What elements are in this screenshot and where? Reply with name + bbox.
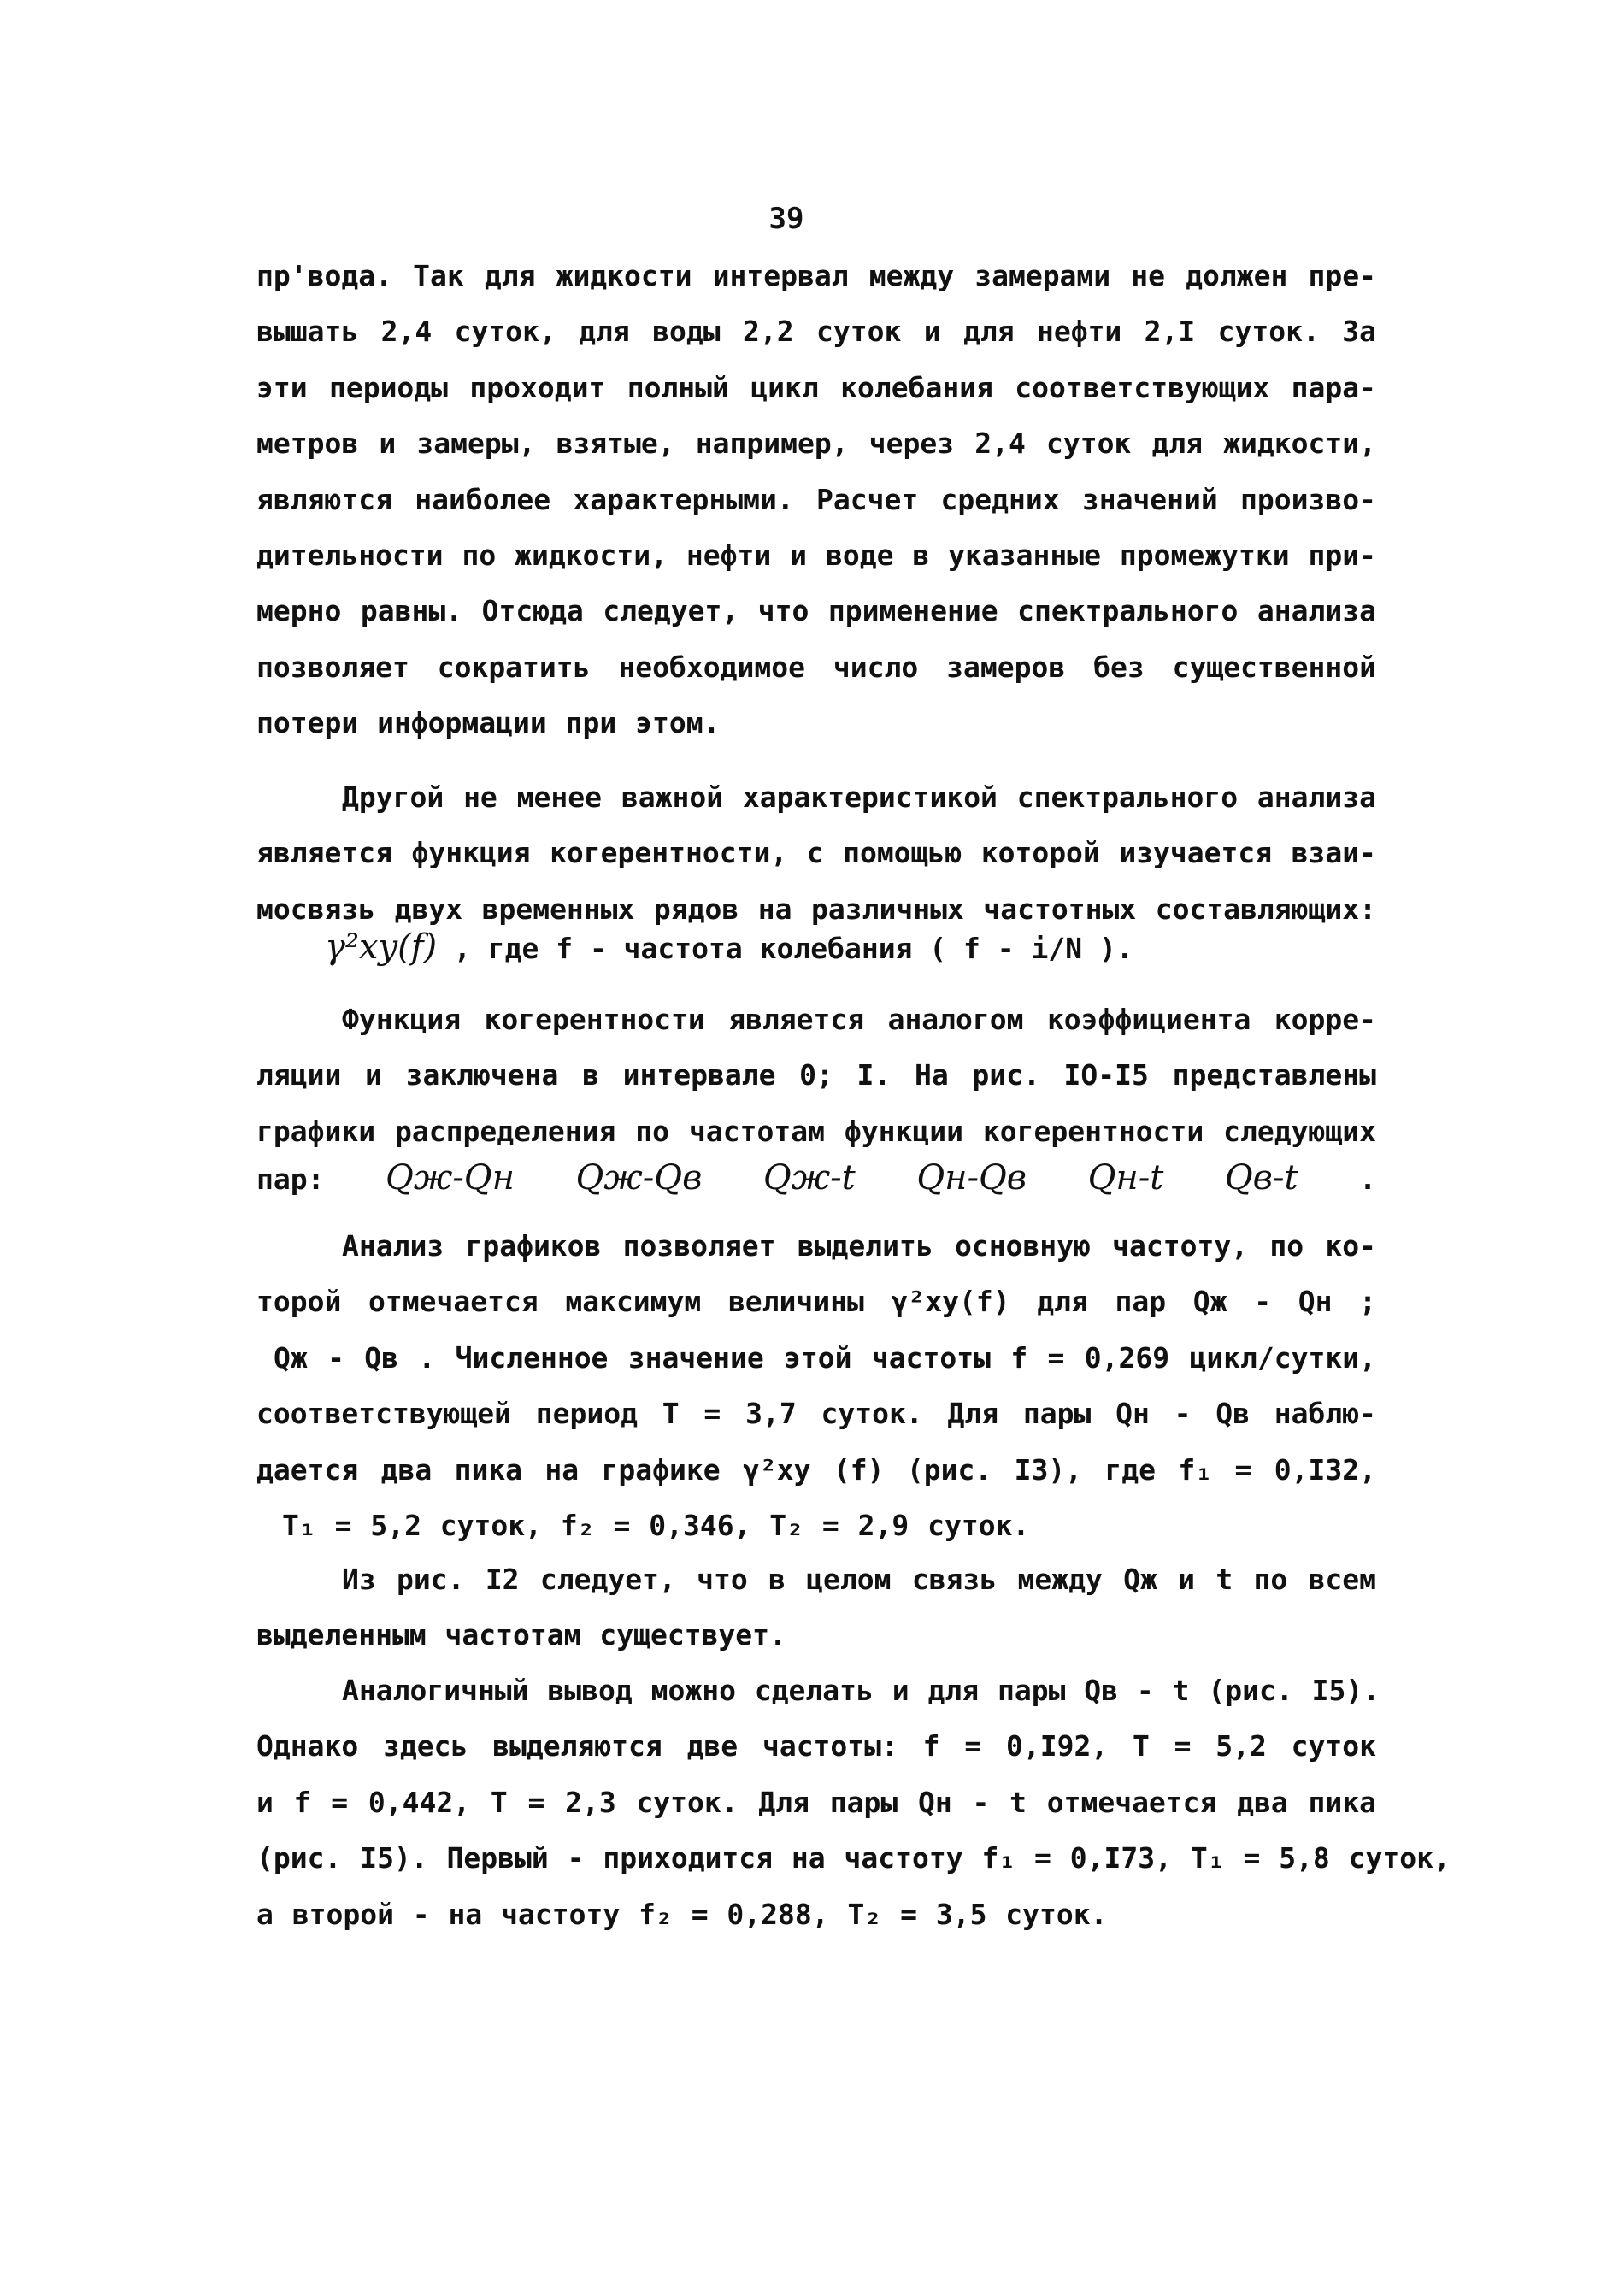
paragraph-line: Однако здесь выделяются две частоты: f = 0,I92, T = 5,2 суток	[256, 1729, 1376, 1763]
paragraph-line: соответствующей период T = 3,7 суток. Для пары Qн - Qв наблю-	[256, 1397, 1376, 1431]
pair-formula: Qж-Qв	[575, 1158, 703, 1198]
paragraph-line: эти периоды проходит полный цикл колебания соответствующих пара-	[256, 370, 1376, 404]
paragraph-line: метров и замеры, взятые, например, через 2,4 суток для жидкости,	[256, 427, 1376, 461]
paragraph-line: Из рис. I2 следует, что в целом связь между Qж и t по всем	[342, 1563, 1376, 1596]
paragraph-line: выделенным частотам существует.	[256, 1618, 786, 1652]
paragraph-line: а второй - на частоту f₂ = 0,288, T₂ = 3,5 суток.	[256, 1897, 1108, 1931]
paragraph-line: Анализ графиков позволяет выделить основную частоту, по ко-	[342, 1229, 1376, 1263]
pairs-end: .	[1359, 1163, 1376, 1196]
paragraph-line: (рис. I5). Первый - приходится на частоту f₁ = 0,I73, T₁ = 5,8 суток,	[256, 1841, 1451, 1875]
paragraph-line: Qж - Qв . Численное значение этой частоты f = 0,269 цикл/сутки,	[274, 1340, 1376, 1375]
paragraph-6	[256, 1663, 1451, 1942]
paragraph-line: ляции и заключена в интервале 0; I. На рис. IO-I5 представлены	[256, 1058, 1376, 1092]
paragraph-line: T₁ = 5,2 суток, f₂ = 0,346, T₂ = 2,9 суток.	[282, 1509, 1030, 1543]
paragraph-line: позволяет сократить необходимое число замеров без существенной	[256, 650, 1376, 684]
paragraph-line: Аналогичный вывод можно сделать и для пары Qв - t (рис. I5).	[342, 1674, 1380, 1707]
paragraph-line: графики распределения по частотам функции когерентности следующих	[256, 1114, 1376, 1148]
pair-formula: Qн-t	[1087, 1158, 1164, 1198]
paragraph-line: потери информации при этом.	[256, 706, 721, 740]
paragraph-1	[256, 248, 1376, 751]
paragraph-line: вышать 2,4 суток, для воды 2,2 суток и для нефти 2,I суток. За	[256, 315, 1376, 349]
pair-formula: Qв-t	[1224, 1158, 1298, 1198]
pairs-line	[256, 1158, 1376, 1198]
coherence-function-symbol: γ²xy(f)	[325, 927, 438, 967]
paragraph-line: и f = 0,442, T = 2,3 суток. Для пары Qн - t отмечается два пика	[256, 1785, 1376, 1819]
formula-description: , где f - частота колебания ( f - i/N ).	[454, 932, 1133, 965]
paragraph-4	[256, 1218, 1376, 1553]
paragraph-line: Другой не менее важной характеристикой спектрального анализа	[342, 780, 1376, 814]
paragraph-line: пр'вода. Так для жидкости интервал между замерами не должен пре-	[256, 259, 1376, 292]
paragraph-2	[256, 769, 1376, 937]
pair-formula: Qж-Qн	[386, 1158, 515, 1198]
formula-line	[325, 927, 1133, 967]
paragraph-line: дительности по жидкости, нефти и воде в указанные промежутки при-	[256, 539, 1376, 573]
paragraph-line: дается два пика на графике γ²xy (f) (рис. I3), где f₁ = 0,I32,	[256, 1452, 1376, 1487]
pair-formula: Qн-Qв	[916, 1158, 1027, 1198]
page-number: 39	[768, 202, 804, 236]
paragraph-3	[256, 992, 1376, 1159]
paragraph-5	[256, 1551, 1376, 1663]
pairs-label: пар:	[256, 1163, 325, 1196]
paragraph-line: являются наиболее характерными. Расчет средних значений произво-	[256, 482, 1376, 516]
paragraph-line: мосвязь двух временных рядов на различных частотных составляющих:	[256, 892, 1376, 926]
paragraph-line: мерно равны. Отсюда следует, что применение спектрального анализа	[256, 594, 1376, 628]
paragraph-line: является функция когерентности, с помощью которой изучается взаи-	[256, 836, 1376, 870]
paragraph-line: Функция когерентности является аналогом коэффициента корре-	[342, 1003, 1376, 1036]
paragraph-line: торой отмечается максимум величины γ²xy(f) для пар Qж - Qн ;	[256, 1285, 1376, 1319]
pair-formula: Qж-t	[762, 1158, 856, 1198]
